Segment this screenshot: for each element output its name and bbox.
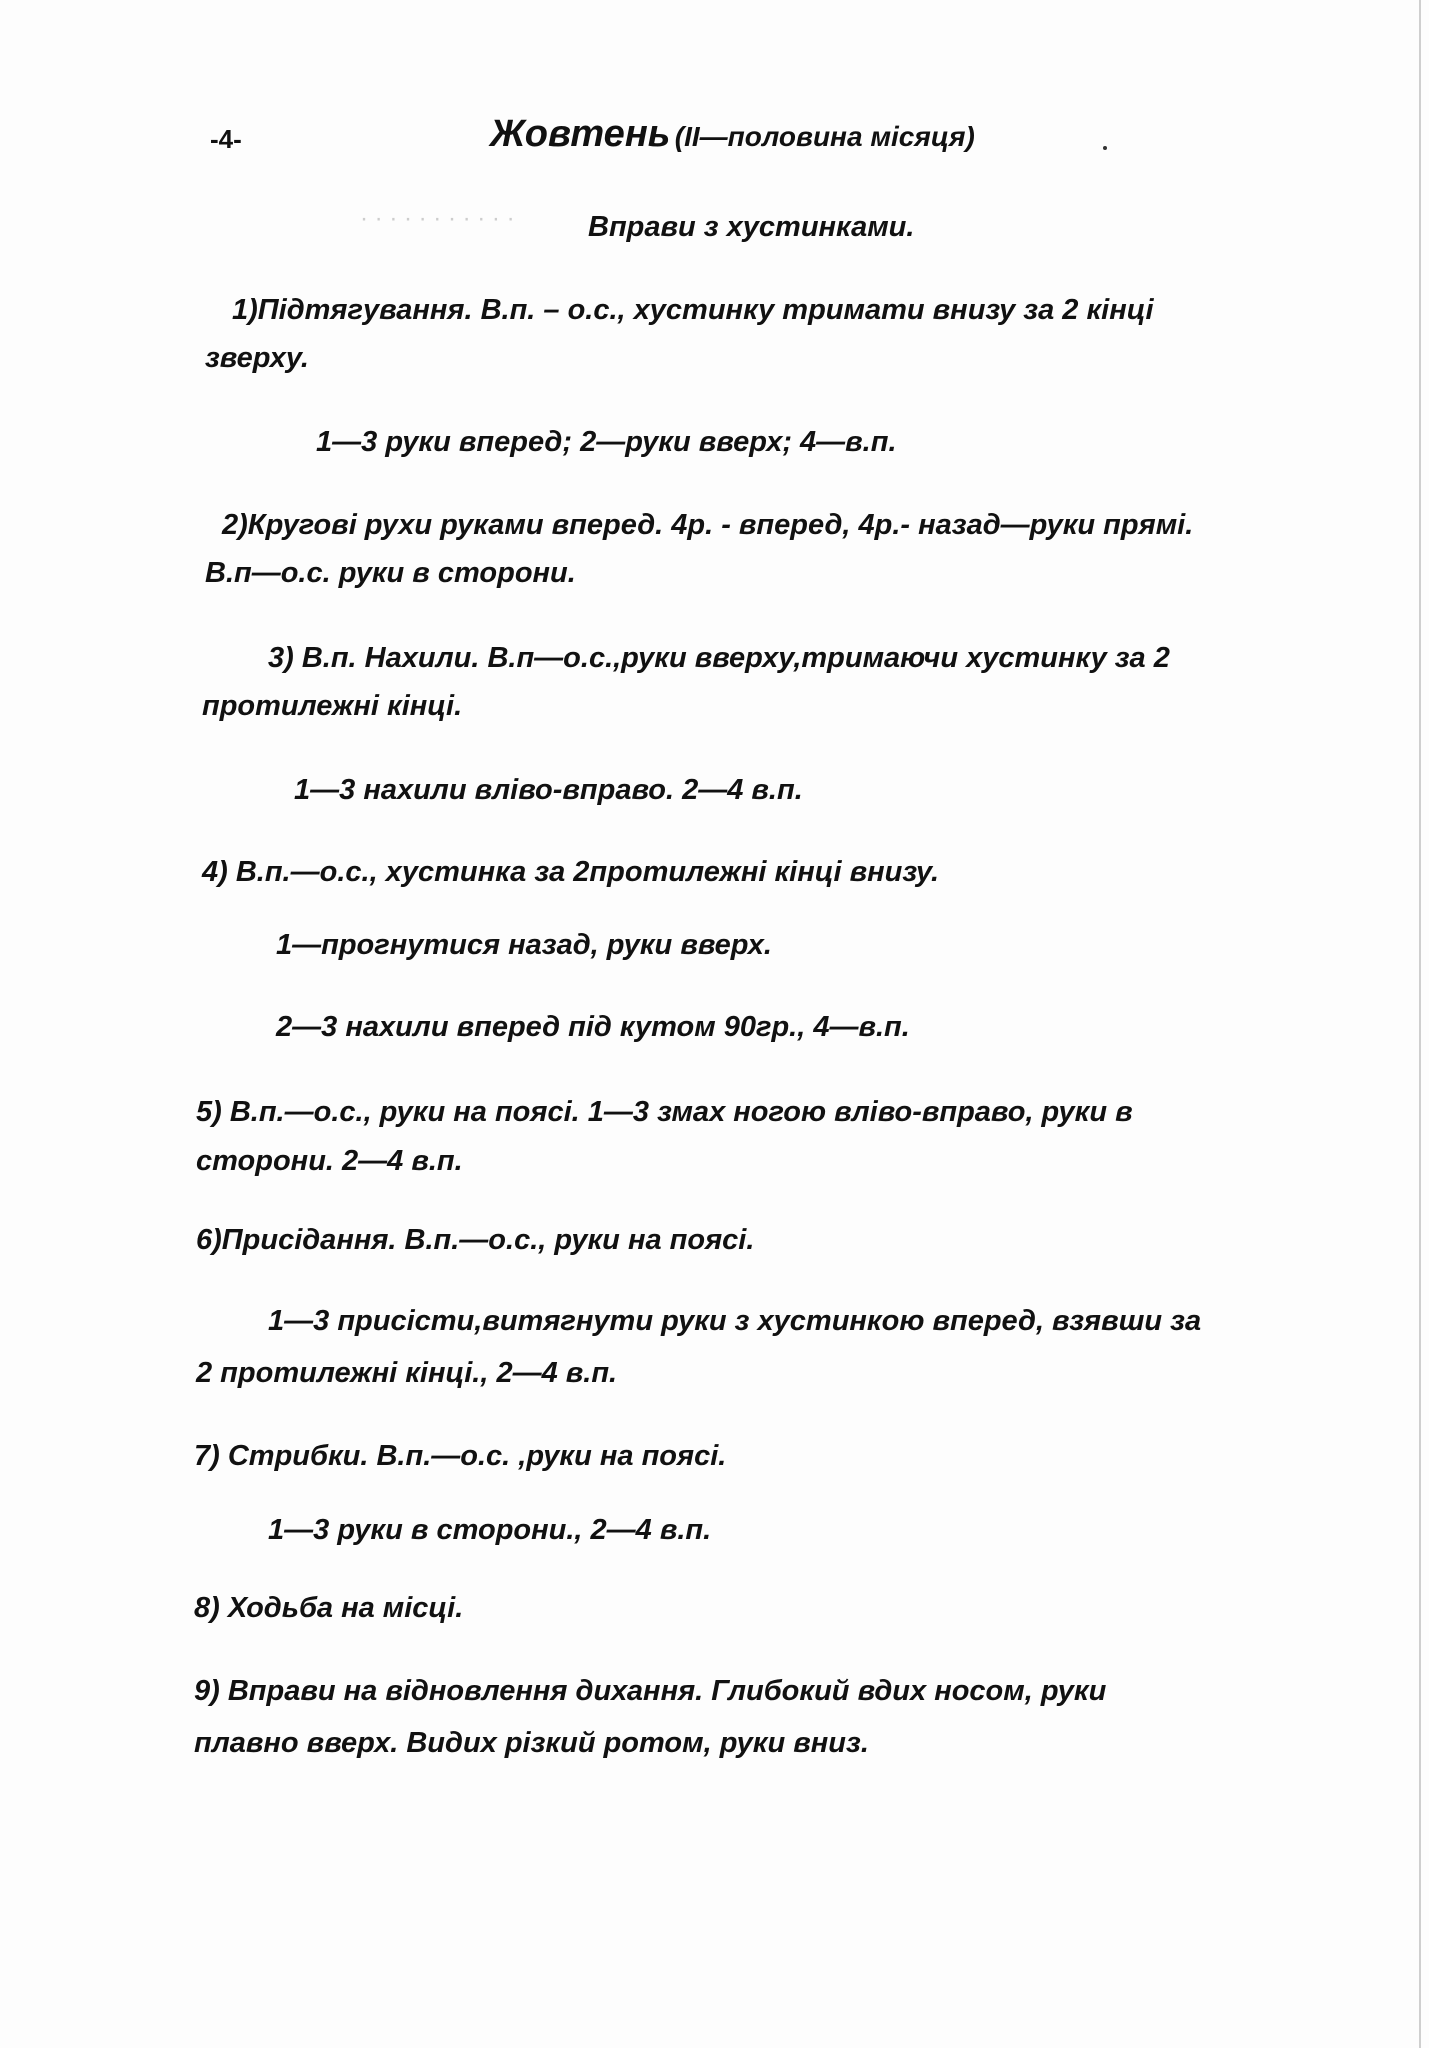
stray-mark bbox=[1103, 146, 1107, 150]
text-line: протилежні кінці. bbox=[202, 690, 463, 722]
text-line: 3) В.п. Нахили. В.п—о.с.,руки вверху,тримаючи хустинку за 2 bbox=[268, 642, 1170, 674]
page-number: -4- bbox=[210, 124, 242, 154]
text-line: 6)Присідання. В.п.—о.с., руки на поясі. bbox=[196, 1224, 755, 1256]
text-line: 1—3 присісти,витягнути руки з хустинкою вперед, взявши за bbox=[268, 1305, 1202, 1337]
title-month: Жовтень bbox=[490, 113, 671, 155]
section-title: Вправи з хустинками. bbox=[588, 211, 915, 243]
text-line: 2)Кругові рухи руками вперед. 4р. - вперед, 4р.- назад—руки прямі. bbox=[222, 509, 1194, 541]
text-line: 1—3 руки вперед; 2—руки вверх; 4—в.п. bbox=[316, 426, 897, 458]
text-line: 2—3 нахили вперед під кутом 90гр., 4—в.п. bbox=[276, 1011, 910, 1043]
text-line: зверху. bbox=[205, 342, 309, 374]
text-line: 1—прогнутися назад, руки вверх. bbox=[276, 929, 772, 961]
text-line: 8) Ходьба на місці. bbox=[194, 1592, 464, 1624]
text-line: 7) Стрибки. В.п.—о.с. ,руки на поясі. bbox=[194, 1440, 727, 1472]
text-line: 5) В.п.—о.с., руки на поясі. 1—3 змах ногою вліво-вправо, руки в bbox=[196, 1096, 1133, 1128]
text-line: 1—3 руки в сторони., 2—4 в.п. bbox=[268, 1514, 712, 1546]
text-line: 1—3 нахили вліво-вправо. 2—4 в.п. bbox=[294, 774, 803, 806]
bleed-through: · · · · · · · · · · · bbox=[360, 205, 515, 232]
text-line: 4) В.п.—о.с., хустинка за 2протилежні кінці внизу. bbox=[202, 856, 940, 888]
title-period: (ІІ—половина місяця) bbox=[674, 121, 975, 152]
text-line: плавно вверх. Видих різкий ротом, руки вниз. bbox=[194, 1727, 869, 1759]
page-title bbox=[490, 113, 975, 156]
text-line: 9) Вправи на відновлення дихання. Глибокий вдих носом, руки bbox=[194, 1675, 1107, 1707]
text-line: сторони. 2—4 в.п. bbox=[196, 1145, 463, 1177]
scan-edge bbox=[1419, 0, 1421, 2048]
text-line: В.п—о.с. руки в сторони. bbox=[205, 557, 576, 589]
text-line: 1)Підтягування. В.п. – о.с., хустинку тримати внизу за 2 кінці bbox=[232, 294, 1154, 326]
text-line: 2 протилежні кінці., 2—4 в.п. bbox=[196, 1357, 618, 1389]
